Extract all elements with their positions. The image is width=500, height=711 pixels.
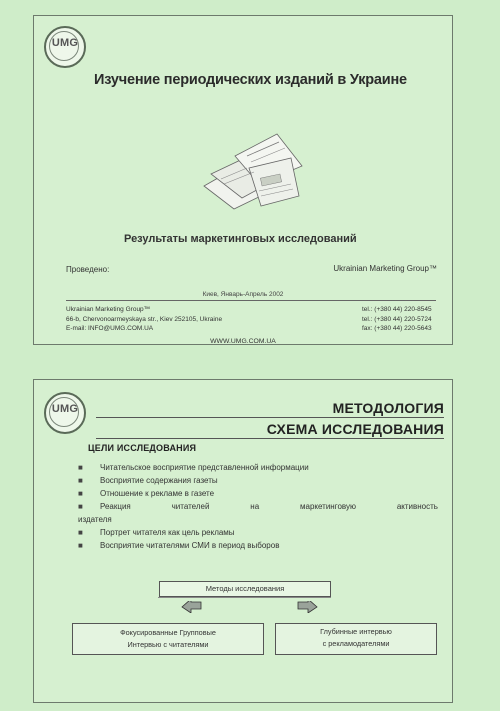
bullet-icon: ■ bbox=[78, 528, 83, 537]
goals-list bbox=[78, 461, 438, 552]
list-item: ■ Портрет читателя как цель рекламы bbox=[78, 528, 235, 537]
company-email: E-mail: INFO@UMG.COM.UA bbox=[66, 325, 154, 332]
subtitle: Результаты маркетинговых исследований bbox=[124, 233, 357, 245]
conducted-label: Проведено: bbox=[66, 265, 110, 274]
arrow-down-right-icon bbox=[296, 601, 318, 613]
place-date: Киев, Январь-Апрель 2002 bbox=[202, 291, 284, 298]
tel-2: tel.: (+380 44) 220-5724 bbox=[362, 315, 432, 323]
focus-groups-box: Фокусированные Групповые Интервью с читателями bbox=[72, 623, 264, 655]
umg-logo bbox=[44, 392, 86, 434]
slide-methodology bbox=[33, 379, 453, 703]
website: WWW.UMG.COM.UA bbox=[210, 338, 276, 345]
umg-logo bbox=[44, 26, 86, 68]
research-scheme-title: СХЕМА ИССЛЕДОВАНИЯ bbox=[266, 421, 444, 437]
title-underline bbox=[96, 438, 444, 439]
conducted-by: Ukrainian Marketing Group™ bbox=[333, 264, 437, 273]
list-item: ■ Восприятие читателями СМИ в период выборов bbox=[78, 541, 280, 550]
list-item: ■ Восприятие содержания газеты bbox=[78, 476, 218, 485]
list-item: ■ Читательское восприятие представленной информации bbox=[78, 463, 309, 472]
logo-text: UMG bbox=[51, 403, 79, 415]
contact-address-block bbox=[66, 305, 222, 334]
arrow-down-left-icon bbox=[181, 601, 203, 613]
contact-phone-block bbox=[362, 305, 432, 334]
logo-text: UMG bbox=[51, 37, 79, 49]
newspapers-illustration bbox=[199, 126, 309, 211]
bullet-icon: ■ bbox=[78, 489, 83, 498]
methods-box: Методы исследования bbox=[159, 581, 331, 597]
depth-interviews-box: Глубинные интервью с рекламодателями bbox=[275, 623, 437, 655]
tel-1: tel.: (+380 44) 220-8545 bbox=[362, 306, 432, 313]
main-title: Изучение периодических изданий в Украине bbox=[94, 72, 407, 88]
bullet-icon: ■ bbox=[78, 502, 83, 511]
goals-heading: ЦЕЛИ ИССЛЕДОВАНИЯ bbox=[88, 443, 197, 453]
title-underline bbox=[96, 417, 444, 418]
slide-title bbox=[33, 15, 453, 345]
company-name: Ukrainian Marketing Group™ bbox=[66, 306, 151, 313]
bullet-icon: ■ bbox=[78, 463, 83, 472]
bullet-icon: ■ bbox=[78, 476, 83, 485]
list-item: ■ Отношение к рекламе в газете bbox=[78, 489, 215, 498]
company-address: 66-b, Chervonoarmeyskaya str., Kiev 252105, Ukraine bbox=[66, 315, 223, 323]
divider bbox=[66, 300, 436, 301]
methodology-title: МЕТОДОЛОГИЯ bbox=[332, 400, 444, 416]
methods-box-shadow bbox=[158, 597, 331, 598]
fax: fax: (+380 44) 220-5643 bbox=[362, 325, 432, 332]
bullet-icon: ■ bbox=[78, 541, 83, 550]
list-item: ■ Реакция читателей на маркетинговую активность издателя bbox=[78, 502, 438, 524]
